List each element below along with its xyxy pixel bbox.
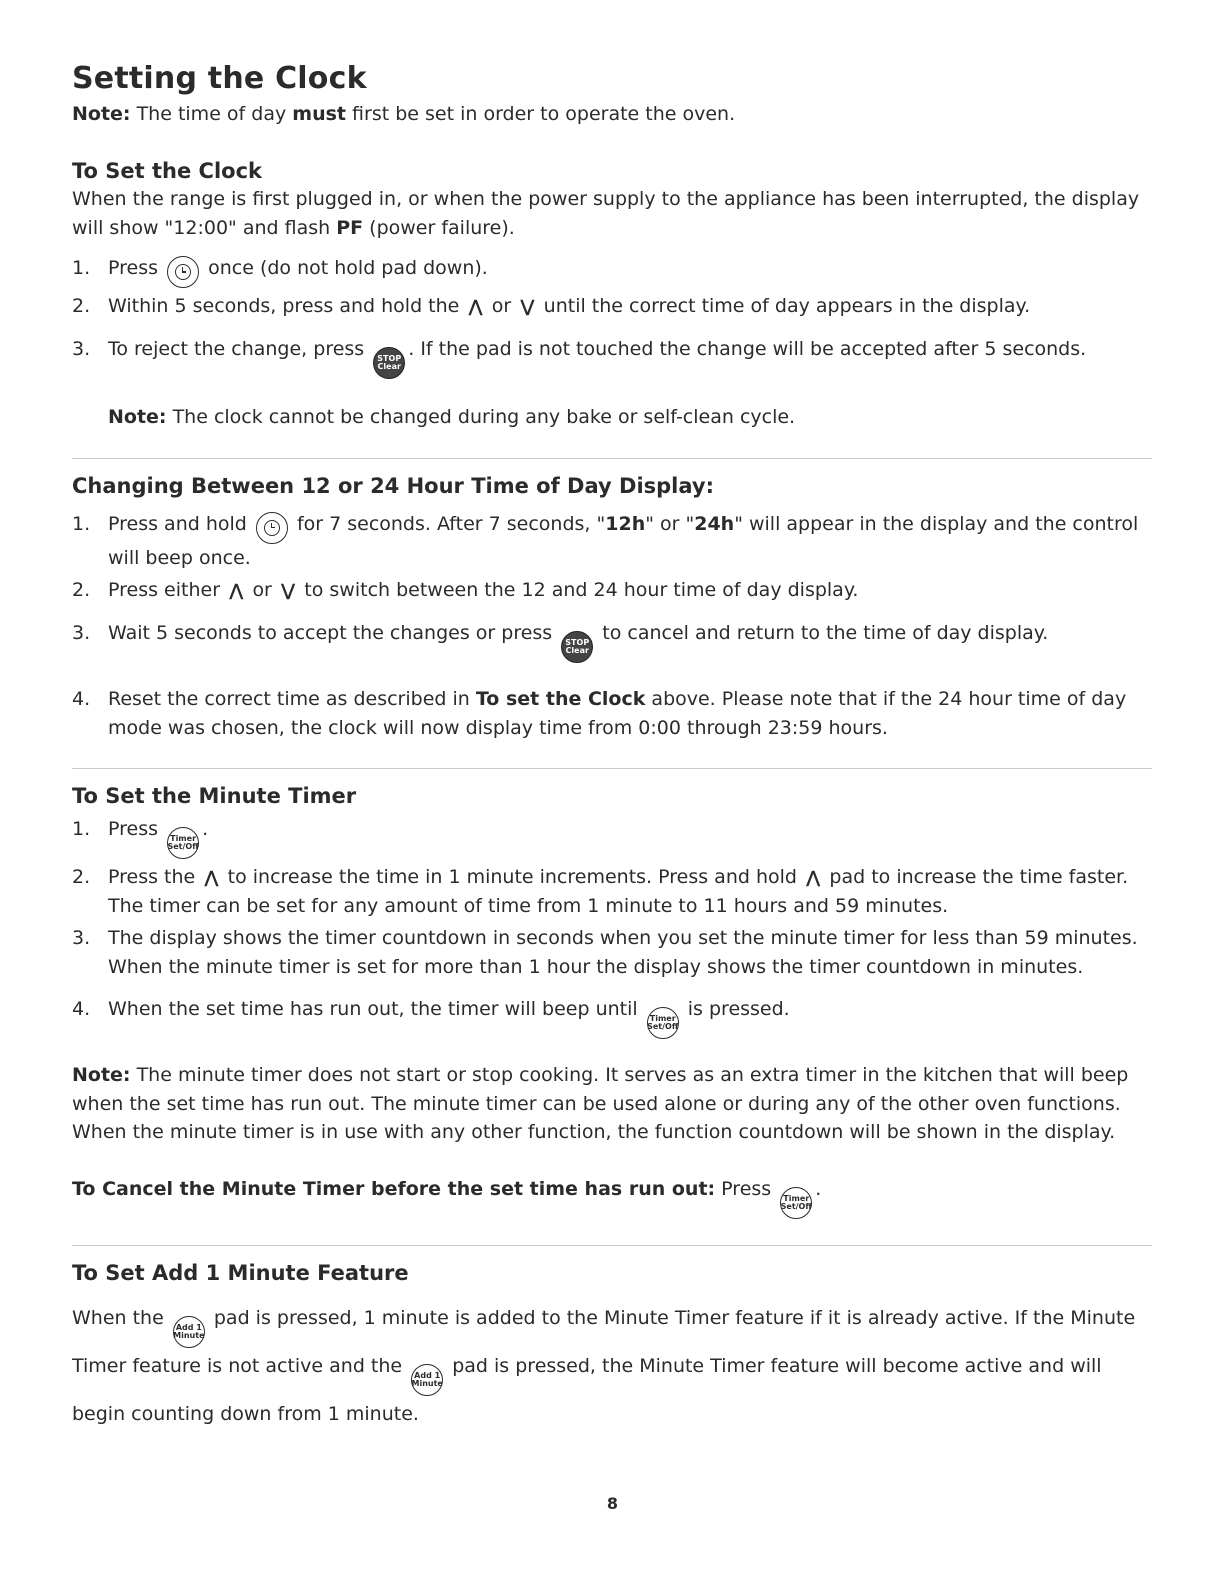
timer-pad-icon: Timer Set/Off <box>780 1187 812 1219</box>
section-heading: Changing Between 12 or 24 Hour Time of Day Display: <box>72 473 714 498</box>
list-item: 4. When the set time has run out, the timer will beep until Timer Set/Off is pressed. <box>72 995 1152 1039</box>
divider <box>72 1245 1152 1246</box>
up-arrow-icon: ⋀ <box>806 868 821 889</box>
clock-pad-icon <box>256 512 288 544</box>
stop-clear-pad-icon: STOP Clear <box>561 631 593 663</box>
page-title: Setting the Clock <box>72 61 367 96</box>
timer-note: Note: The minute timer does not start or stop cooking. It serves as an extra timer in the kitchen that will beep when the set time has run out. The minute timer can be used alone or during any of the other oven functions. When the minute timer is in use with any other function, the function countdown will be shown in the display. <box>72 1064 1129 1144</box>
stop-clear-pad-icon: STOP Clear <box>373 347 405 379</box>
section-heading: To Set the Minute Timer <box>72 784 357 809</box>
section-add-minute <box>72 1260 1152 1432</box>
down-arrow-icon: ⋁ <box>520 297 535 318</box>
list-item: 1. Press and hold for 7 seconds. After 7 seconds, "12h" or "24h" will appear in the display and the control will beep once. <box>72 512 1139 569</box>
add-minute-pad-icon: Add 1 Minute <box>173 1316 205 1348</box>
list-item: 2. Press the ⋀ to increase the time in 1 minute increments. Press and hold ⋀ pad to increase the time faster. The timer can be set for any amount of time from 1 minute to 11 hours and 59 minutes. <box>72 866 1129 917</box>
clock-pad-icon <box>167 256 199 288</box>
up-arrow-icon: ⋀ <box>229 581 244 602</box>
clock-note: Note: The clock cannot be changed during any bake or self-clean cycle. <box>108 406 796 429</box>
list-item: 2. Press either ⋀ or ⋁ to switch between the 12 and 24 hour time of day display. <box>72 579 859 602</box>
divider <box>72 768 1152 769</box>
list-item: 3. To reject the change, press STOP Clear . If the pad is not touched the change will be accepted after 5 seconds. <box>72 335 1152 379</box>
divider <box>72 458 1152 459</box>
list-item: 4. Reset the correct time as described in To set the Clock above. Please note that if the 24 hour time of day mode was chosen, the clock will now display time from 0:00 through 23:59 hours. <box>72 688 1127 739</box>
paragraph: When the Add 1 Minute pad is pressed, 1 minute is added to the Minute Timer feature if it is already active. If the Minute Timer feature is not active and the Add 1 Minute pad is pressed, the Minute Timer feature will become active and will begin counting down from 1 minute. <box>72 1306 1136 1426</box>
cancel-timer-instruction: To Cancel the Minute Timer before the set time has run out: Press Timer Set/Off . <box>72 1175 1152 1219</box>
timer-pad-icon: Timer Set/Off <box>647 1007 679 1039</box>
page-number: 8 <box>606 1494 619 1513</box>
steps-list <box>72 510 1152 742</box>
timer-pad-icon: Timer Set/Off <box>167 827 199 859</box>
up-arrow-icon: ⋀ <box>204 868 219 889</box>
list-item: 1. Press Timer Set/Off . <box>72 815 1152 859</box>
down-arrow-icon: ⋁ <box>280 581 296 602</box>
paragraph: When the range is first plugged in, or when the power supply to the appliance has been interrupted, the display will show "12:00" and flash PF (power failure). <box>72 188 1140 239</box>
section-minute-timer <box>72 783 1152 1219</box>
manual-page <box>72 60 1152 1433</box>
list-item: 1. Press once (do not hold pad down). <box>72 254 1152 288</box>
list-item: 3. The display shows the timer countdown in seconds when you set the minute timer for less than 59 minutes. When the minute timer is set for more than 1 hour the display shows the timer countdown in minutes. <box>72 927 1138 978</box>
section-set-clock <box>72 158 1152 432</box>
list-item: 3. Wait 5 seconds to accept the changes or press STOP Clear to cancel and return to the time of day display. <box>72 619 1152 663</box>
intro-note: Note: The time of day must first be set in order to operate the oven. <box>72 102 736 125</box>
add-minute-pad-icon: Add 1 Minute <box>411 1364 443 1396</box>
list-item: 2. Within 5 seconds, press and hold the ⋀ or ⋁ until the correct time of day appears in the display. <box>72 295 1031 318</box>
section-change-display <box>72 473 1152 743</box>
up-arrow-icon: ⋀ <box>468 297 483 318</box>
section-heading: To Set the Clock <box>72 159 262 183</box>
steps-list <box>72 254 1152 379</box>
section-heading: To Set Add 1 Minute Feature <box>72 1261 409 1286</box>
steps-list <box>72 815 1152 1040</box>
